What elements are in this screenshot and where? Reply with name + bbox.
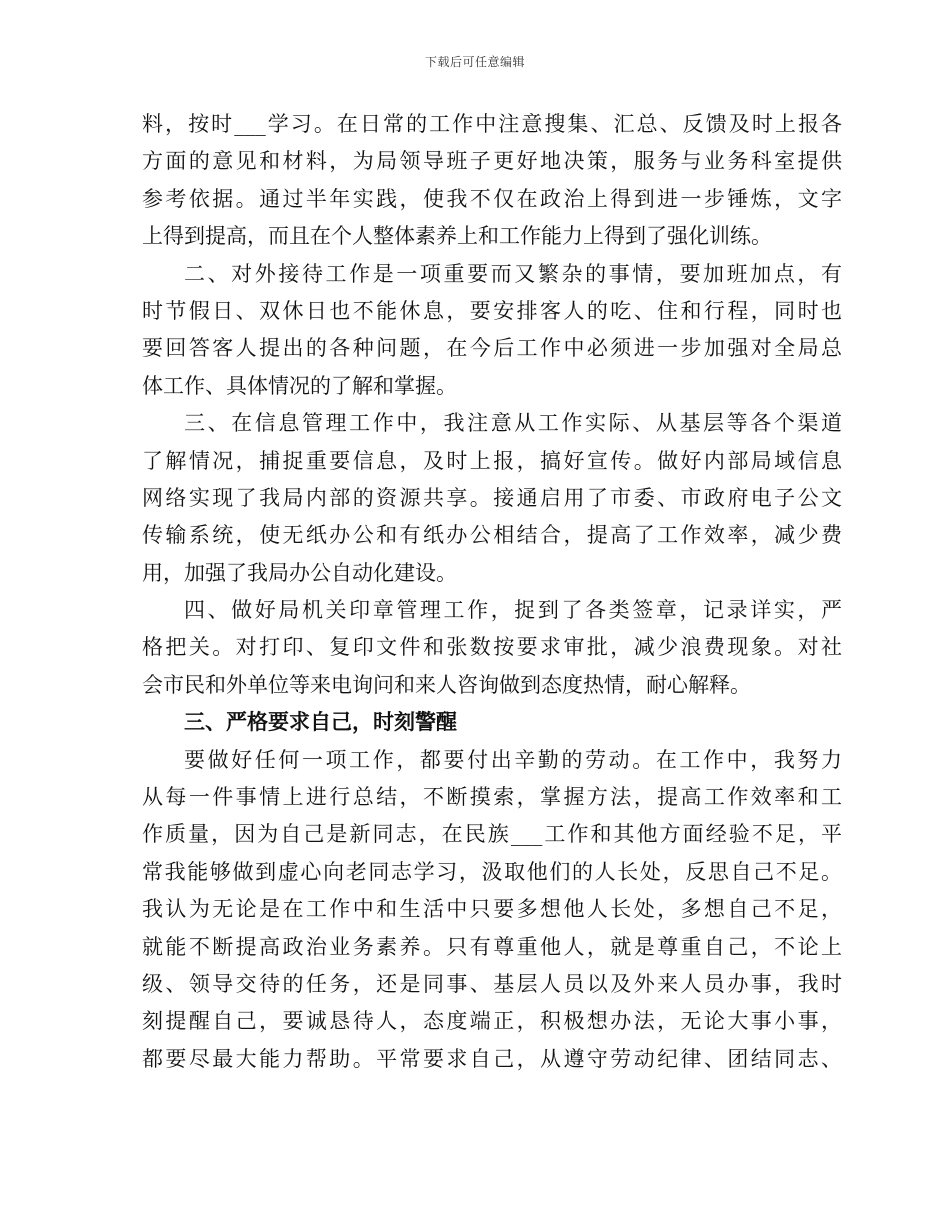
paragraph-start-line: 三、在信息管理工作中，我注意从工作实际、从基层等各个渠道: [184, 411, 842, 436]
body-line: 从每一件事情上进行总结，不断摸索，掌握方法，提高工作效率和工: [142, 785, 842, 810]
body-line: 格把关。对打印、复印文件和张数按要求审批，减少浪费现象。对社: [142, 635, 842, 660]
paragraph-start-line: 四、做好局机关印章管理工作，捉到了各类签章，记录详实，严: [184, 598, 842, 623]
body-line: 作质量，因为自己是新同志，在民族___工作和其他方面经验不足，平: [142, 822, 842, 847]
body-line: 常我能够做到虚心向老同志学习，汲取他们的人长处，反思自己不足。: [142, 859, 842, 884]
page-header: 下载后可任意编辑: [424, 55, 525, 69]
body-line: 方面的意见和材料，为局领导班子更好地决策，服务与业务科室提供: [142, 149, 842, 174]
paragraph-start-line: 二、对外接待工作是一项重要而又繁杂的事情，要加班加点，有: [184, 261, 842, 286]
body-line: 会市民和外单位等来电询问和来人咨询做到态度热情，耐心解释。: [142, 672, 751, 697]
body-line: 上得到提高，而且在个人整体素养上和工作能力上得到了强化训练。: [142, 224, 772, 249]
body-line: 用，加强了我局办公自动化建设。: [142, 560, 457, 585]
body-line: 我认为无论是在工作中和生活中只要多想他人长处，多想自己不足，: [142, 897, 842, 922]
paragraph-start-line: 要做好任何一项工作，都要付出辛勤的劳动。在工作中，我努力: [184, 747, 842, 772]
body-line: 网络实现了我局内部的资源共享。接通启用了市委、市政府电子公文: [142, 485, 842, 510]
body-line: 料，按时___学习。在日常的工作中注意搜集、汇总、反馈及时上报各: [142, 112, 842, 136]
body-line: 参考依据。通过半年实践，使我不仅在政治上得到进一步锤炼，文字: [142, 186, 842, 211]
body-line: 就能不断提高政治业务素养。只有尊重他人，就是尊重自己，不论上: [142, 934, 842, 959]
body-line: 要回答客人提出的各种问题，在今后工作中必须进一步加强对全局总: [142, 336, 842, 361]
document-body: [142, 106, 842, 1078]
body-line: 传输系统，使无纸办公和有纸办公相结合，提高了工作效率，减少费: [142, 523, 842, 548]
body-line: 级、领导交待的任务，还是同事、基层人员以及外来人员办事，我时: [142, 971, 842, 996]
section-heading: 三、严格要求自己，时刻警醒: [184, 710, 457, 735]
body-line: 都要尽最大能力帮助。平常要求自己，从遵守劳动纪律、团结同志、: [142, 1046, 842, 1071]
body-line: 了解情况，捕捉重要信息，及时上报，搞好宣传。做好内部局域信息: [142, 448, 842, 473]
body-line: 刻提醒自己，要诚恳待人，态度端正，积极想办法，无论大事小事，: [142, 1009, 842, 1034]
body-line: 时节假日、双休日也不能休息，要安排客人的吃、住和行程，同时也: [142, 298, 842, 323]
body-line: 体工作、具体情况的了解和掌握。: [142, 373, 457, 398]
